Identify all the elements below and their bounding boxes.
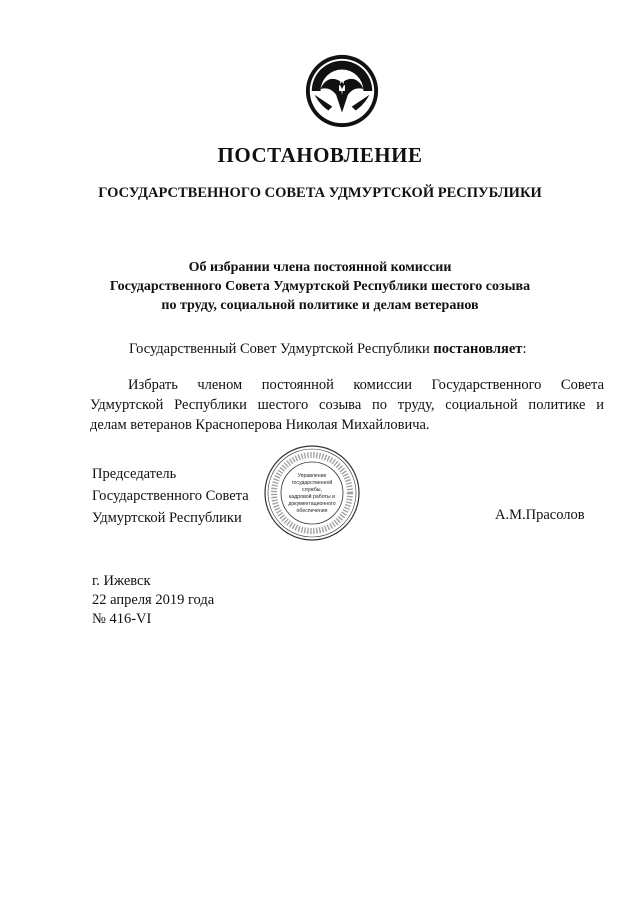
heading-line: по труду, социальной политике и делам ветеранов [161,298,479,313]
signatory-line: Удмуртской Республики [92,510,242,526]
stamp-line: государственной [291,480,333,486]
stamp-line: Управление [297,473,327,479]
preamble-suffix: : [522,341,527,357]
document-footer [92,572,214,629]
signatory-line: Председатель [92,466,177,482]
preamble-paragraph [129,341,526,358]
resolution-body [90,375,604,435]
stamp-line: обеспечения [296,508,328,514]
signatory-position [92,463,249,529]
issuer-name: ГОСУДАРСТВЕННОГО СОВЕТА УДМУРТСКОЙ РЕСПУБЛИКИ [98,185,542,201]
preamble-keyword: постановляет [433,341,523,357]
signatory-name: А.М.Прасолов [495,507,585,523]
adoption-date: 22 апреля 2019 года [92,592,215,608]
heading-line: Об избрании члена постоянной комиссии [188,260,452,275]
heading-line: Государственного Совета Удмуртской Республики шестого созыва [109,279,531,294]
document-number: № 416-VI [92,611,152,627]
udmurt-emblem-icon [303,52,381,130]
body-line: делам ветеранов Красноперова Николая Михайловича. [90,417,430,433]
document-title: ПОСТАНОВЛЕНИЕ [217,143,423,167]
signatory-line: Государственного Совета [92,488,249,504]
body-line: Избрать членом постоянной комиссии Государственного Совета [128,377,604,393]
official-stamp-icon [262,443,362,543]
body-line: Удмуртской Республики шестого созыва по труду, социальной политике и [90,397,604,413]
stamp-line: документационного [288,501,336,507]
stamp-line: кадровой работы и [289,494,335,500]
stamp-line: службы, [302,487,322,493]
resolution-heading [90,258,550,315]
preamble-text: Государственный Совет Удмуртской Республики [129,341,434,357]
place-of-adoption: г. Ижевск [92,573,151,589]
